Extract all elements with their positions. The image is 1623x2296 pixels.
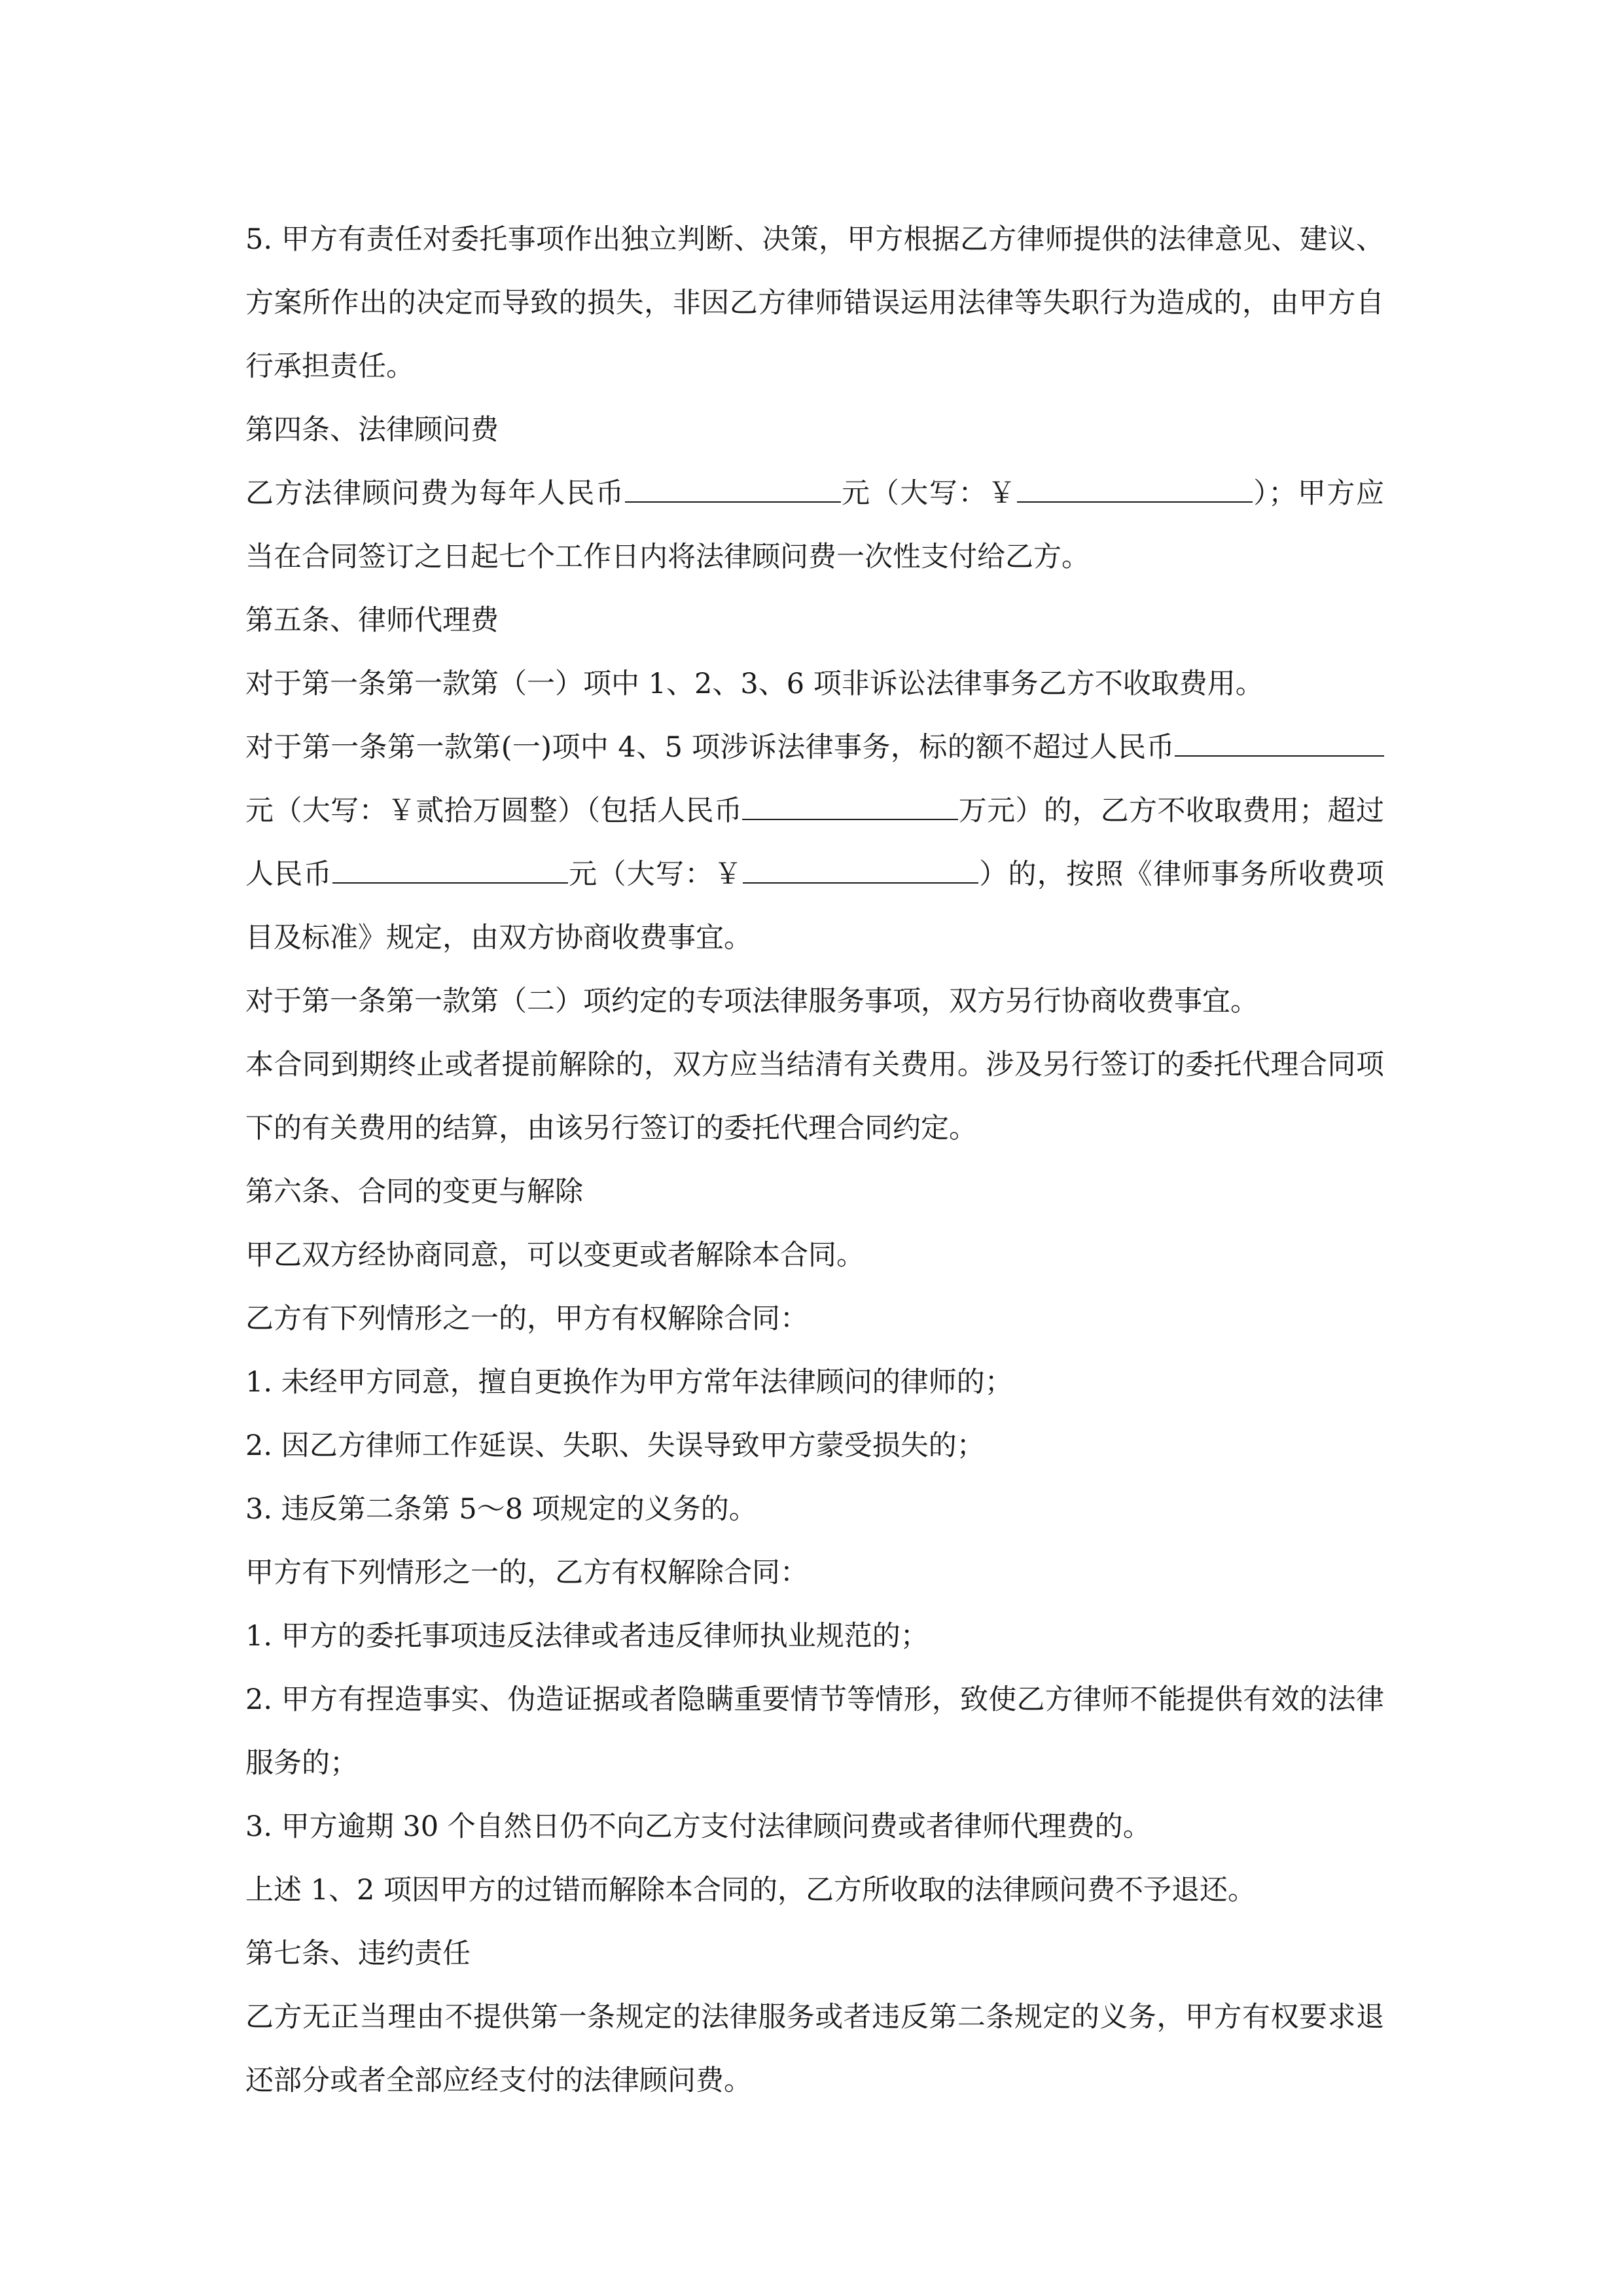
paragraph-non-litigation: 对于第一条第一款第（一）项中 1、2、3、6 项非诉讼法律事务乙方不收取费用。 — [245, 668, 1264, 700]
section-heading-change-termination: 第六条、合同的变更与解除 — [245, 1175, 583, 1208]
paragraph-litigation-fee — [245, 716, 1384, 970]
advisor-fee-text-1: 乙方法律顾问费为每年人民币 — [245, 477, 625, 510]
paragraph-no-refund: 上述 1、2 项因甲方的过错而解除本合同的，乙方所收取的法律顾问费不予退还。 — [245, 1874, 1257, 1907]
litigation-text-4: 元（大写：￥ — [567, 858, 743, 891]
section-heading-liability: 第七条、违约责任 — [245, 1937, 471, 1970]
litigation-excess-blank — [332, 853, 568, 884]
list-item-a-1: 1. 甲方的委托事项违反法律或者违反律师执业规范的； — [245, 1620, 929, 1653]
advisor-fee-uppercase-blank — [1017, 472, 1253, 503]
paragraph-refund-right: 乙方无正当理由不提供第一条规定的法律服务或者违反第二条规定的义务，甲方有权要求退还部分或者全部应经支付的法律顾问费。 — [245, 2001, 1384, 2097]
section-heading-legal-advisor-fee: 第四条、法律顾问费 — [245, 414, 499, 446]
litigation-text-5: ）的，按照《律师事务所收费项目及标准》规定，由双方协商收费事宜。 — [245, 858, 1385, 954]
list-item-b-2: 2. 因乙方律师工作延误、失职、失误导致甲方蒙受损失的； — [245, 1429, 985, 1462]
advisor-fee-amount-blank — [625, 472, 841, 503]
list-item-a-3: 3. 甲方逾期 30 个自然日仍不向乙方支付法律顾问费或者律师代理费的。 — [245, 1810, 1151, 1843]
contract-page — [245, 208, 1384, 2113]
section-heading-lawyer-agency-fee: 第五条、律师代理费 — [245, 604, 499, 637]
paragraph-settlement: 本合同到期终止或者提前解除的，双方应当结清有关费用。涉及另行签订的委托代理合同项下的有关费用的结算，由该另行签订的委托代理合同约定。 — [245, 1049, 1384, 1145]
paragraph-special-services: 对于第一条第一款第（二）项约定的专项法律服务事项，双方另行协商收费事宜。 — [245, 985, 1258, 1018]
litigation-text-3: 万元）的，乙方不收取费用；超过人民币 — [245, 795, 1385, 891]
litigation-rmb-blank — [742, 789, 958, 820]
list-item-a-2: 2. 甲方有捏造事实、伪造证据或者隐瞒重要情节等情形，致使乙方律师不能提供有效的法律服务的； — [245, 1683, 1384, 1780]
litigation-text-2: 元（大写：￥贰拾万圆整）（包括人民币 — [245, 795, 743, 827]
paragraph-party-b-cases: 乙方有下列情形之一的，甲方有权解除合同： — [245, 1302, 808, 1335]
advisor-fee-text-3: ）；甲方应当在合同签订之日起七个工作日内将法律顾问费一次性支付给乙方。 — [245, 477, 1385, 573]
paragraph-party-a-cases: 甲方有下列情形之一的，乙方有权解除合同： — [245, 1556, 808, 1589]
list-item-b-3: 3. 违反第二条第 5～8 项规定的义务的。 — [245, 1493, 757, 1526]
paragraph-responsibility: 5. 甲方有责任对委托事项作出独立判断、决策，甲方根据乙方律师提供的法律意见、建议、方案所作出的决定而导致的损失，非因乙方律师错误运用法律等失职行为造成的，由甲方自行承担责任。 — [245, 223, 1384, 383]
litigation-amount-blank — [1175, 726, 1384, 757]
list-item-b-1: 1. 未经甲方同意，擅自更换作为甲方常年法律顾问的律师的； — [245, 1366, 1013, 1399]
paragraph-mutual-change: 甲乙双方经协商同意，可以变更或者解除本合同。 — [245, 1239, 865, 1272]
litigation-excess-uppercase-blank — [743, 853, 978, 884]
litigation-text-1: 对于第一条第一款第(一)项中 4、5 项涉诉法律事务，标的额不超过人民币 — [245, 731, 1175, 764]
advisor-fee-text-2: 元（大写：￥ — [840, 477, 1017, 510]
paragraph-advisor-fee — [245, 462, 1384, 589]
